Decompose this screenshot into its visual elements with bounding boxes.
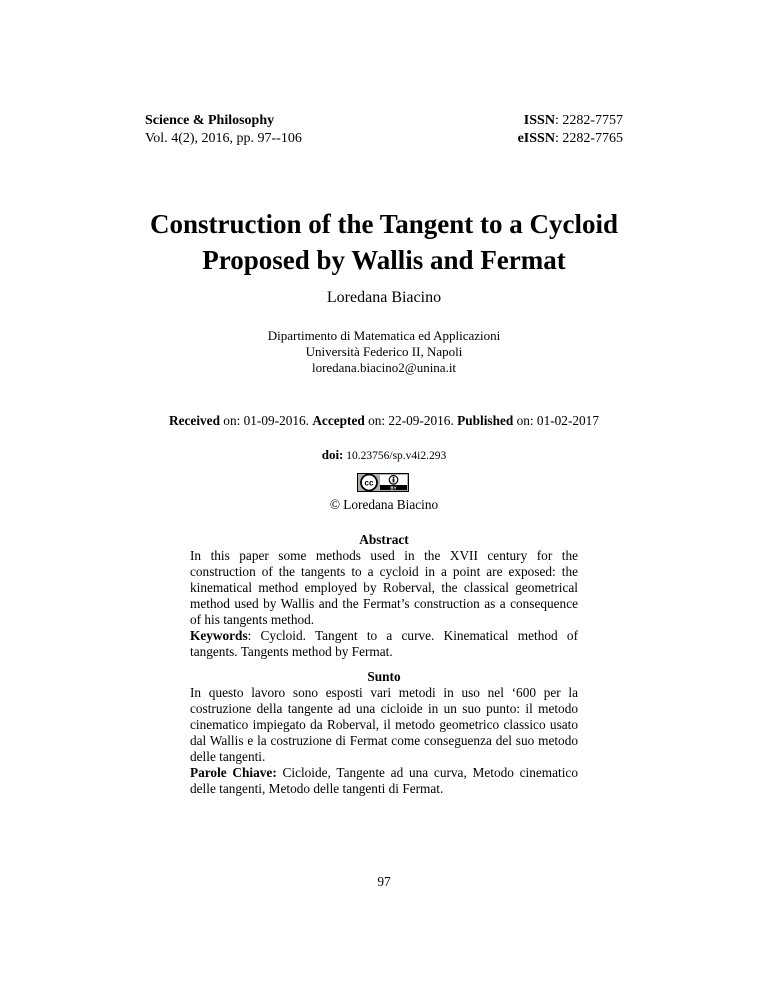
doi-line xyxy=(0,447,768,463)
doi-link[interactable]: 10.23756/sp.v4i2.293 xyxy=(343,450,447,462)
university: Università Federico II, Napoli xyxy=(305,344,463,359)
doi-label: doi: xyxy=(321,447,344,462)
sunto-section xyxy=(190,669,578,797)
author-name: Loredana Biacino xyxy=(326,289,442,306)
journal-volume: Vol. 4(2), 2016, pp. 97--106 xyxy=(145,131,302,146)
keywords-label: Keywords xyxy=(190,628,248,643)
abstract-section xyxy=(190,532,578,660)
sunto-text: In questo lavoro sono esposti vari metodi in uso nel ‘600 per la costruzione della tangente ad una cicloide in un suo punto: il metodo cinematico impiegato da Roberval, il metodo geometrico classico usato dal Wallis e la costruzione di Fermat come conseguenza del suo metodo delle tangenti. xyxy=(190,685,578,764)
abstract-text: In this paper some methods used in the XVII century for the construction of the tangents to a cycloid in a point are exposed: the kinematical method employed by Roberval, the classical geometrical method used by Wallis and the Fermat’s construction as a consequence of his tangents method. xyxy=(190,548,578,627)
parole-chiave-label: Parole Chiave: xyxy=(190,765,277,780)
parole-chiave-text: Cicloide, Tangente ad una curva, Metodo cinematico delle tangenti, Metodo delle tangenti di Fermat. xyxy=(190,765,578,796)
issn-label: ISSN xyxy=(523,113,555,128)
department: Dipartimento di Matematica ed Applicazioni xyxy=(267,328,501,343)
publication-dates xyxy=(0,413,768,429)
received-value: on: 01-09-2016. xyxy=(219,413,313,428)
published-label: Published xyxy=(457,413,514,428)
sunto-heading: Sunto xyxy=(367,669,401,684)
accepted-value: on: 22-09-2016. xyxy=(364,413,458,428)
author-email: loredana.biacino2@unina.it xyxy=(311,360,457,375)
cc-by-label: BY xyxy=(390,485,397,491)
cc-by-icon xyxy=(357,473,409,492)
abstract-keywords xyxy=(190,628,578,660)
affiliation xyxy=(0,328,768,376)
svg-text:cc: cc xyxy=(364,478,374,488)
accepted-label: Accepted xyxy=(312,413,365,428)
eissn-value: : 2282-7765 xyxy=(554,131,623,146)
keywords-text: : Cycloid. Tangent to a curve. Kinematical method of tangents. Tangents method by Fermat. xyxy=(190,628,578,659)
title-line-1: Construction of the Tangent to a Cycloid xyxy=(149,209,619,239)
page-number: 97 xyxy=(377,874,391,889)
published-value: on: 01-02-2017 xyxy=(513,413,599,428)
issn-info xyxy=(518,112,623,148)
issn-value: : 2282-7757 xyxy=(554,113,623,128)
journal-name: Science & Philosophy xyxy=(145,113,275,128)
issn-line xyxy=(518,112,623,130)
paper-title xyxy=(0,206,768,278)
copyright: © Loredana Biacino xyxy=(329,497,439,512)
journal-info xyxy=(145,112,302,148)
title-line-2: Proposed by Wallis and Fermat xyxy=(202,245,566,275)
eissn-label: eISSN xyxy=(517,131,555,146)
received-label: Received xyxy=(169,413,220,428)
abstract-heading: Abstract xyxy=(359,532,409,547)
eissn-line xyxy=(518,130,623,148)
sunto-keywords xyxy=(190,765,578,797)
